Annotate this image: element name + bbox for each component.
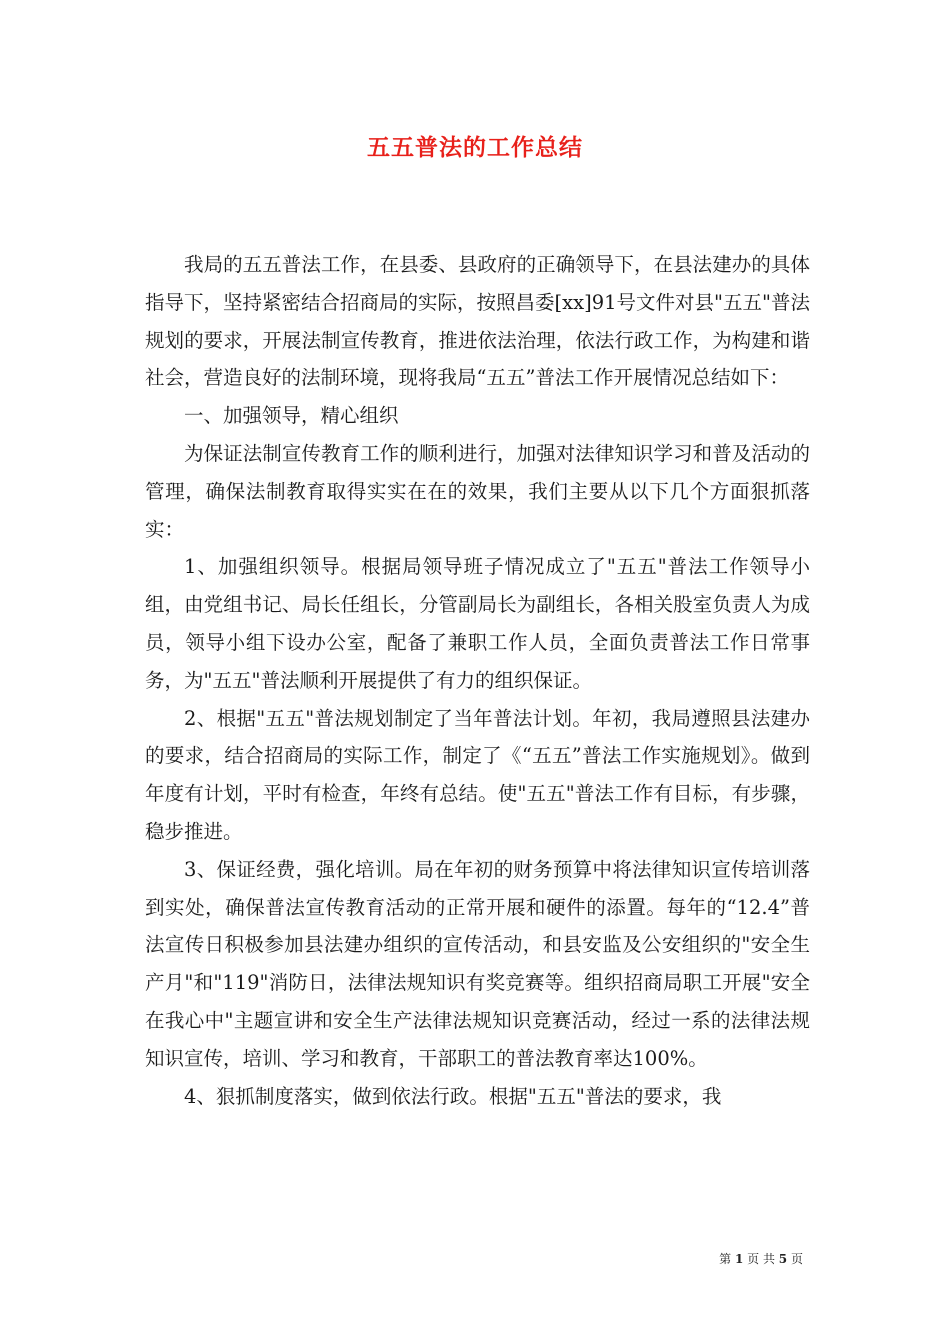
item-1-paragraph: 1、加强组织领导。根据局领导班子情况成立了"五五"普法工作领导小组，由党组书记、局长任组长，分管副局长为副组长，各相关股室负责人为成员，领导小组下设办公室，配备了兼职工作人员，全面负责普法工作日常事务，为"五五"普法顺利开展提供了有力的组织保证。	[145, 555, 810, 692]
section-intro-paragraph: 为保证法制宣传教育工作的顺利进行，加强对法律知识学习和普及活动的管理，确保法制教育取得实实在在的效果，我们主要从以下几个方面狠抓落实：	[145, 441, 810, 541]
page-number-footer	[0, 1250, 803, 1267]
item-3-paragraph: 3、保证经费，强化培训。局在年初的财务预算中将法律知识宣传培训落到实处，确保普法宣传教育活动的正常开展和硬件的添置。每年的“12.4”普法宣传日积极参加县法建办组织的宣传活动，和县安监及公安组织的"安全生产月"和"119"消防日，法律法规知识有奖竞赛等。组织招商局职工开展"安全在我心中"主题宣讲和安全生产法律法规知识竞赛活动，经过一系的法律法规知识宣传，培训、学习和教育，干部职工的普法教育率达100%。	[145, 857, 810, 1070]
document-title: 五五普法的工作总结	[367, 134, 583, 161]
document-body	[145, 246, 810, 1115]
item-2-paragraph: 2、根据"五五"普法规划制定了当年普法计划。年初，我局遵照县法建办的要求，结合招商局的实际工作，制定了《“五五”普法工作实施规划》。做到年度有计划，平时有检查，年终有总结。使"五五"普法工作有目标，有步骤，稳步推进。	[145, 706, 810, 843]
footer-suffix: 页	[790, 1252, 803, 1266]
item-4-paragraph: 4、狠抓制度落实，做到依法行政。根据"五五"普法的要求，我	[184, 1084, 722, 1108]
intro-paragraph: 我局的五五普法工作，在县委、县政府的正确领导下，在县法建办的具体指导下，坚持紧密结合招商局的实际，按照昌委[xx]91号文件对县"五五"普法规划的要求，开展法制宣传教育，推进依法治理，依法行政工作，为构建和谐社会，营造良好的法制环境，现将我局“五五”普法工作开展情况总结如下：	[145, 253, 810, 390]
footer-prefix: 第	[719, 1252, 732, 1266]
footer-total-pages: 5	[778, 1252, 788, 1266]
section-heading: 一、加强领导，精心组织	[184, 404, 399, 428]
footer-current-page: 1	[734, 1252, 744, 1266]
footer-middle: 页 共	[747, 1252, 775, 1266]
